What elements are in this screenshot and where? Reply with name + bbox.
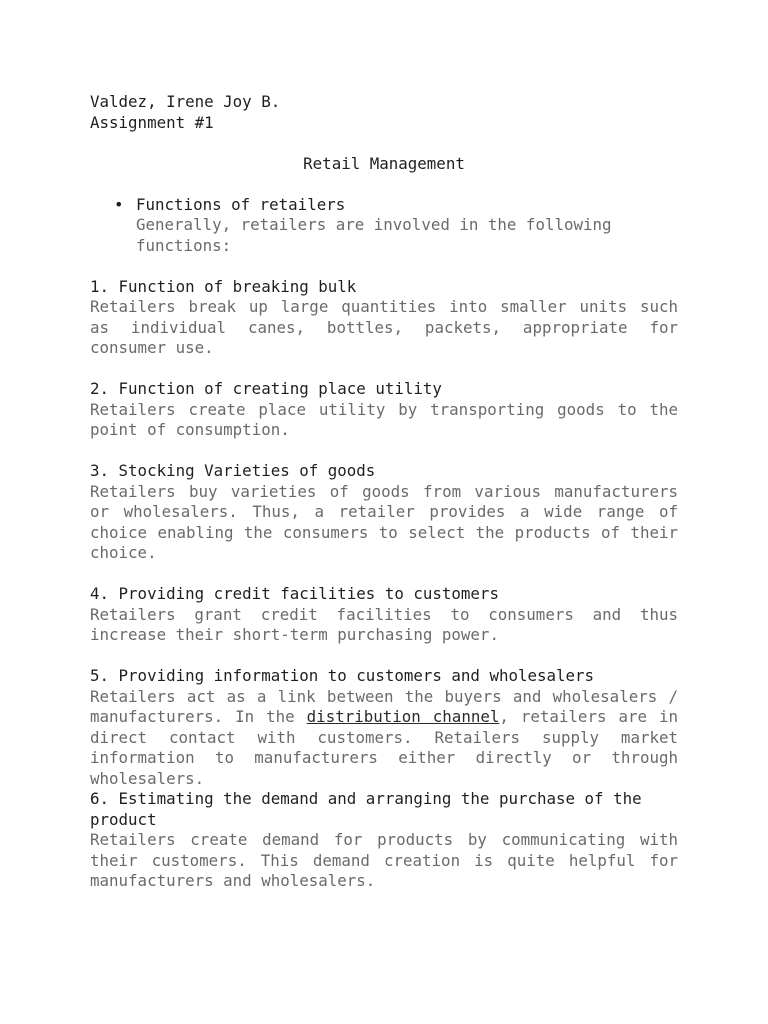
- section-text: Retailers break up large quantities into smaller units such as individual canes, bottles, packets, appropriate for consumer use.: [90, 297, 678, 357]
- section-heading: 4. Providing credit facilities to customers: [90, 584, 499, 603]
- section-text: Retailers create demand for products by communicating with their customers. This demand creation is quite helpful for manufacturers and wholesalers.: [90, 830, 678, 890]
- section-stocking-varieties: [90, 461, 678, 564]
- section-heading: 5. Providing information to customers and wholesalers: [90, 666, 595, 685]
- section-text: [90, 687, 678, 790]
- assignment-number: Assignment #1: [90, 112, 214, 132]
- bullet-item: [114, 195, 678, 257]
- section-heading: 2. Function of creating place utility: [90, 379, 442, 398]
- section-heading: 6. Estimating the demand and arranging the purchase of the product: [90, 789, 642, 829]
- section-text-end: , retailers are in direct contact with customers. Retailers supply market information to manufacturers either directly or through wholesalers.: [90, 707, 678, 788]
- bullet-heading: Functions of retailers: [136, 194, 346, 214]
- document-title: Retail Management: [303, 153, 465, 173]
- section-place-utility: [90, 379, 678, 441]
- section-estimating-demand: [90, 789, 678, 892]
- bullet-text: Generally, retailers are involved in the following functions:: [136, 215, 612, 255]
- section-providing-information: [90, 666, 678, 789]
- section-text-start: Retailers act as a link between the buyers and wholesalers / manufacturers. In the: [90, 686, 678, 726]
- distribution-channel-link[interactable]: distribution channel: [306, 707, 500, 726]
- section-heading: 3. Stocking Varieties of goods: [90, 461, 376, 480]
- section-text: Retailers create place utility by transporting goods to the point of consumption.: [90, 399, 678, 439]
- bullet-dot-icon: •: [114, 194, 124, 214]
- document-page: [90, 92, 678, 912]
- section-credit-facilities: [90, 584, 678, 646]
- bullet-list: [114, 195, 678, 257]
- section-heading: 1. Function of breaking bulk: [90, 276, 357, 296]
- author-name: Valdez, Irene Joy B.: [90, 92, 281, 111]
- section-breaking-bulk: [90, 277, 678, 359]
- section-text: Retailers grant credit facilities to consumers and thus increase their short-term purchasing power.: [90, 604, 678, 644]
- section-text: Retailers buy varieties of goods from various manufacturers or wholesalers. Thus, a retailer provides a wide range of choice enabling the consumers to select the products of their choice.: [90, 481, 678, 562]
